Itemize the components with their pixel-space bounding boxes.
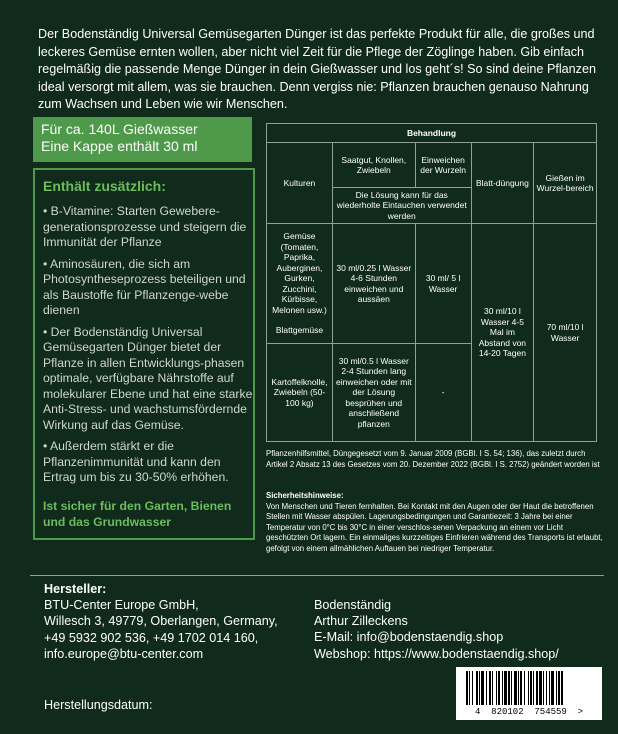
manufacturer-email: info.europe@btu-center.com [44, 646, 204, 661]
production-date-label: Herstellungsdatum: [44, 698, 153, 712]
divider [30, 575, 604, 576]
table-subnote: Die Lösung kann für das wiederholte Eintauchen verwendet werden [332, 188, 471, 224]
table-row-2-crop: Kartoffelknolle, Zwiebeln (50-100 kg) [267, 344, 333, 442]
table-row-2-saatgut: 30 ml/0.5 l Wasser 2-4 Stunden lang einweichen oder mit der Lösung besprühen und anschließend pflanzen [332, 344, 415, 442]
header-giessen: Gießen im Wurzel-bereich [534, 143, 597, 224]
table-giessen-value: 70 ml/10 l Wasser [534, 224, 597, 442]
safety-title: Sicherheitshinweise: [266, 491, 344, 500]
manufacturer-address: Willesch 3, 49779, Oberlangen, Germany, [44, 614, 278, 629]
extras-bullet: • B-Vitamine: Starten Gewebere-generationsprozesse und steigern die Immunität der Pflanze [43, 204, 247, 249]
extras-title: Enthält zusätzlich: [43, 178, 166, 194]
dosage-line-2: Eine Kappe enthält 30 ml [41, 138, 198, 154]
header-kulturen: Kulturen [267, 143, 333, 224]
manufacturer-company: BTU-Center Europe GmbH, [44, 598, 199, 613]
crop-leafy: Blattgemüse [275, 325, 324, 336]
manufacturer-block [44, 581, 278, 662]
treatment-table [266, 123, 597, 442]
extras-box [33, 168, 255, 540]
extras-bullet: • Außerdem stärkt er die Pflanzenimmunität und kann den Ertrag um bis zu 30-50% erhöhen. [43, 439, 229, 484]
table-row-2-einweichen: - [415, 344, 471, 442]
extras-footer: Ist sicher für den Garten, Bienen und das Grundwasser [43, 498, 232, 529]
table-row-1-einweichen: 30 ml/ 5 l Wasser [415, 224, 471, 344]
header-blattduengung: Blatt-düngung [471, 143, 534, 224]
table-blattduengung-value: 30 ml/10 l Wasser 4-5 Mal im Abstand von 14-20 Tagen [471, 224, 534, 442]
header-saatgut: Saatgut, Knollen, Zwiebeln [332, 143, 415, 188]
safety-section [266, 491, 606, 554]
seller-email: E-Mail: info@bodenstaendig.shop [314, 630, 504, 645]
dosage-box [33, 117, 252, 162]
table-title: Behandlung [267, 124, 597, 143]
seller-person: Arthur Zilleckens [314, 614, 408, 629]
seller-webshop: Webshop: https://www.bodenstaendig.shop/ [314, 646, 559, 661]
legal-note: Pflanzenhilfsmittel, Düngegesetzt vom 9. Januar 2009 (BGBl. I S. 54; 136), das zuletzt durch Artikel 2 Absatz 13 des Gesetzes vom 20. Dezember 2022 (BGBl. I S. 2752) geändert worden ist [266, 449, 600, 469]
table-row-1-saatgut: 30 ml/0.25 l Wasser 4-6 Stunden einweichen und aussäen [332, 224, 415, 344]
crop-vegetables: Gemüse (Tomaten, Paprika, Auberginen, Gurken, Zucchini, Kürbisse, Melonen usw.) [272, 231, 327, 315]
barcode [456, 667, 602, 720]
barcode-bars [456, 667, 602, 707]
table-row-1-crop [267, 224, 333, 344]
header-einweichen: Einweichen der Wurzeln [415, 143, 471, 188]
seller-brand: Bodenständig [314, 598, 392, 612]
barcode-number: 4 820102 754559 > [474, 707, 584, 717]
safety-text: Von Menschen und Tieren fernhalten. Bei Kontakt mit den Augen oder der Haut die betroffenen Stellen mit Wasser abspülen. Lagerungsbedingungen und Garantiezeit: 3 Jahre bei einer Temperatur von 0°C bis 30°C in einer verschlos-senen Verpackung an einem vor Licht geschützten Ort lagern. Ein einmaliges kurzzeitiges Einfrieren während des Transports ist erlaubt, gefolgt von einem allmählichen Auftauen bei niedriger Temperatur. [266, 501, 603, 553]
manufacturer-phone: +49 5932 902 536, +49 1702 014 160, [44, 630, 259, 645]
extras-bullet: • Der Bodenständig Universal Gemüsegarten Dünger bietet der Pflanze in allen Entwicklungs-phasen optimale, verfügbare Nährstoffe auf molekularer Ebene und hat eine starke Anti-Stress- und wachstumsfördernde Wirkung auf das Gemüse. [43, 324, 253, 432]
seller-block [314, 597, 559, 662]
extras-bullet: • Aminosäuren, die sich am Photosyntheseprozess beteiligen und als Baustoffe für Pflanzenge-webe dienen [43, 256, 246, 317]
dosage-line-1: Für ca. 140L Gießwasser [41, 121, 198, 137]
intro-text: Der Bodenständig Universal Gemüsegarten Dünger ist das perfekte Produkt für alle, die großes und leckeres Gemüse ernten wollen, aber nicht viel Zeit für die Pflege der Zöglinge haben. Gib einfach regelmäßig die passende Menge Dünger in dein Gießwasser und los geht´s! So sind deine Pflanzen ideal versorgt mit allem, was sie brauchen. Denn vergiss nie: Pflanzen brauchen genauso Nahrung zum Wachsen und Leben wie wir Menschen. [38, 27, 596, 111]
manufacturer-title: Hersteller: [44, 582, 107, 596]
